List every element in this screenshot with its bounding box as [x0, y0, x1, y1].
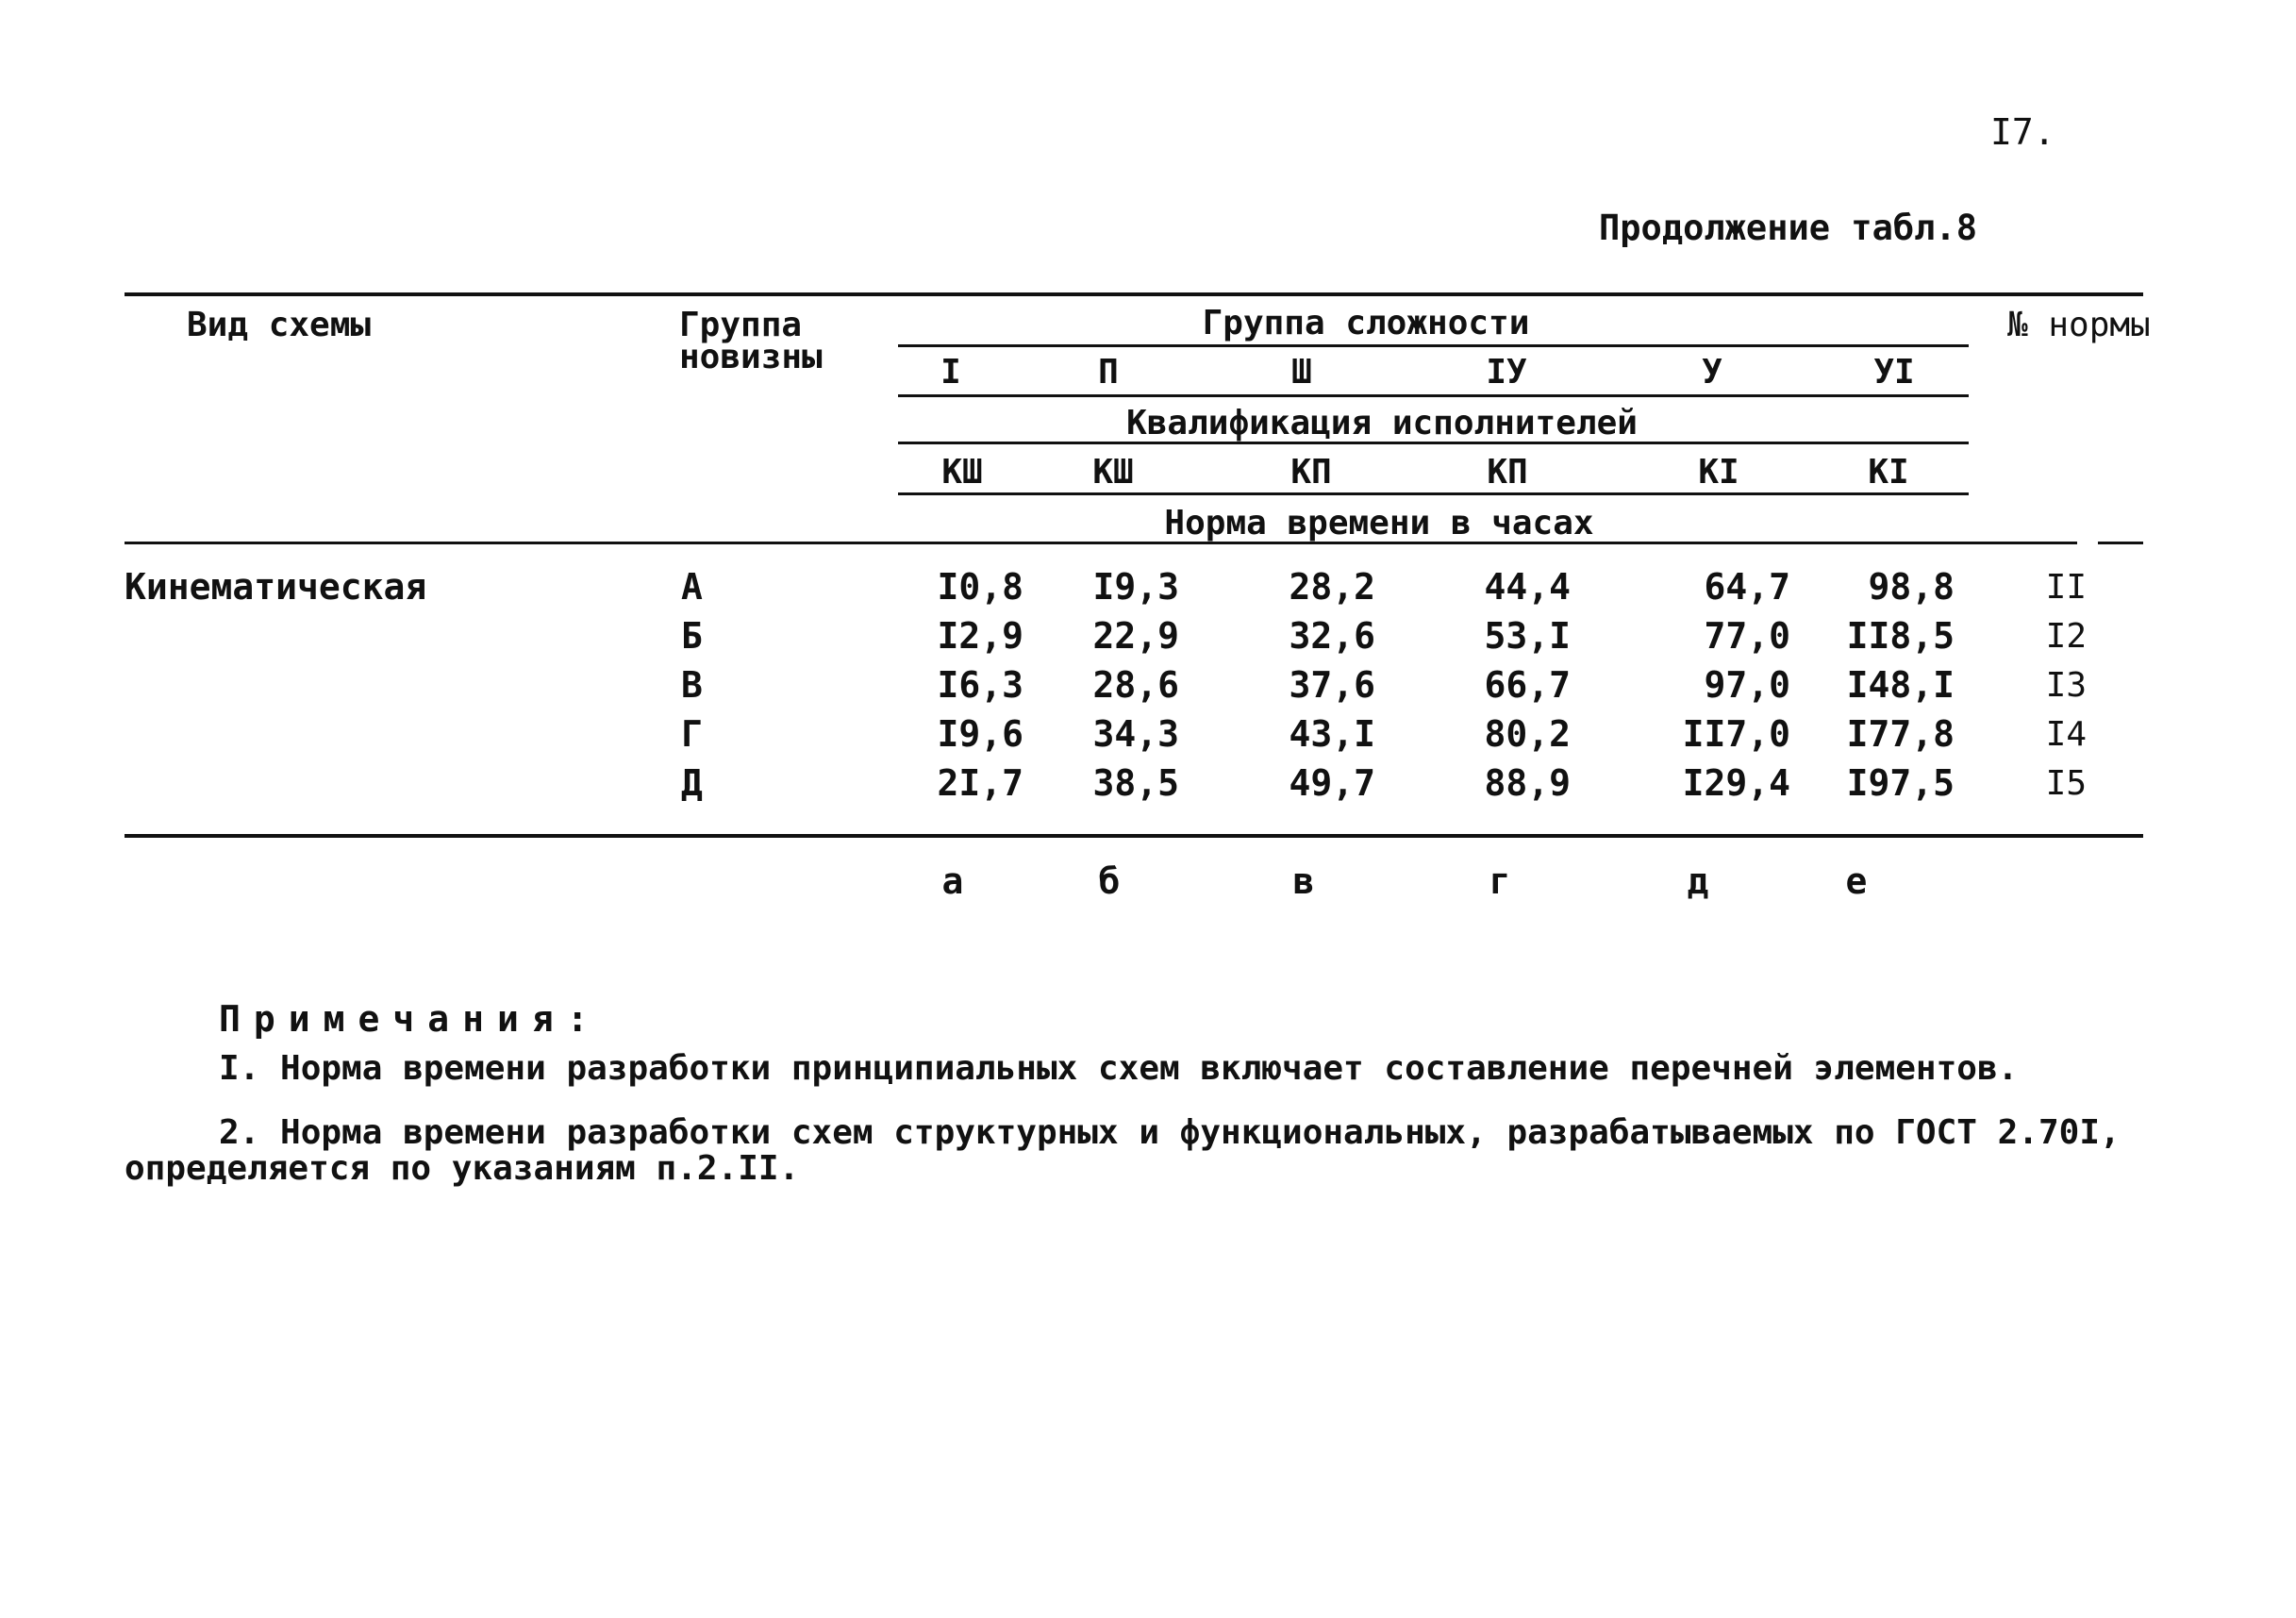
header-type: Вид схемы	[187, 306, 372, 344]
qualifications-rule	[898, 492, 1969, 495]
table-cell: I2,9	[937, 615, 1023, 657]
column-letter: а	[941, 860, 964, 902]
row-group: Г	[681, 713, 703, 755]
header-time-norm: Норма времени в часах	[1164, 504, 1594, 542]
table-cell: I9,3	[1092, 566, 1179, 608]
row-group: Д	[681, 762, 703, 804]
norm-number: II	[2045, 568, 2087, 607]
table-cell: II7,0	[1682, 713, 1790, 755]
row-group: А	[681, 566, 703, 608]
header-novelty-line1: Группа	[679, 306, 803, 344]
table-bottom-rule	[125, 834, 2143, 838]
table-cell: I97,5	[1846, 762, 1955, 804]
table-cell: 88,9	[1484, 762, 1571, 804]
qualification-code: КI	[1868, 453, 1909, 492]
complexity-group: I	[940, 353, 961, 392]
column-letter: е	[1845, 860, 1868, 902]
table-top-rule	[125, 292, 2143, 296]
header-complexity: Группа сложности	[1202, 304, 1530, 342]
note-item-2-continuation: определяется по указаниям п.2.II.	[125, 1149, 800, 1188]
table-cell: 64,7	[1704, 566, 1790, 608]
table-cell: 98,8	[1868, 566, 1955, 608]
qualification-code: КШ	[941, 453, 983, 492]
column-letter: д	[1687, 860, 1709, 902]
table-cell: 49,7	[1289, 762, 1375, 804]
qualification-code: КП	[1487, 453, 1528, 492]
table-cell: 77,0	[1704, 615, 1790, 657]
page-number: I7.	[1990, 111, 2055, 153]
notes-title: Примечания:	[219, 998, 602, 1040]
header-norm-no: № нормы	[2007, 306, 2151, 344]
table-cell: I48,I	[1846, 664, 1955, 706]
qualification-code: КI	[1698, 453, 1739, 492]
table-cell: I29,4	[1682, 762, 1790, 804]
table-cell: 44,4	[1484, 566, 1571, 608]
table-cell: 43,I	[1289, 713, 1375, 755]
row-group: Б	[681, 615, 703, 657]
complexity-group: П	[1098, 353, 1119, 392]
qualification-code: КП	[1290, 453, 1332, 492]
table-cell: 66,7	[1484, 664, 1571, 706]
complexity-group: УI	[1873, 353, 1915, 392]
complexity-group: IУ	[1486, 353, 1527, 392]
norm-number: I4	[2045, 715, 2087, 754]
header-bottom-rule-right	[2098, 542, 2143, 544]
table-cell: I0,8	[937, 566, 1023, 608]
table-cell: 28,2	[1289, 566, 1375, 608]
norm-number: I5	[2045, 764, 2087, 803]
table-cell: 37,6	[1289, 664, 1375, 706]
table-cell: 97,0	[1704, 664, 1790, 706]
note-item-1: I. Норма времени разработки принципиальных схем включает составление перечней элементов.	[219, 1049, 2019, 1088]
table-cell: 34,3	[1092, 713, 1179, 755]
table-cell: 38,5	[1092, 762, 1179, 804]
norm-number: I2	[2045, 617, 2087, 656]
header-qualification: Квалификация исполнителей	[1126, 404, 1638, 442]
column-letter: б	[1098, 860, 1121, 902]
header-bottom-rule	[125, 542, 2077, 544]
table-cell: II8,5	[1846, 615, 1955, 657]
continuation-caption: Продолжение табл.8	[1599, 208, 1977, 248]
table-cell: I77,8	[1846, 713, 1955, 755]
norm-number: I3	[2045, 666, 2087, 705]
row-group: В	[681, 664, 703, 706]
table-cell: 28,6	[1092, 664, 1179, 706]
table-cell: 32,6	[1289, 615, 1375, 657]
header-novelty-line2: новизны	[679, 338, 823, 376]
table-cell: I9,6	[937, 713, 1023, 755]
complexity-rule	[898, 344, 1969, 347]
table-cell: 80,2	[1484, 713, 1571, 755]
complexity-group: У	[1702, 353, 1722, 392]
complexity-group: Ш	[1291, 353, 1312, 392]
column-letter: в	[1292, 860, 1315, 902]
table-cell: 2I,7	[937, 762, 1023, 804]
note-item-2: 2. Норма времени разработки схем структурных и функциональных, разрабатываемых по ГОСТ 2.70I,	[219, 1113, 2121, 1152]
groups-rule	[898, 394, 1969, 397]
column-letter: г	[1489, 860, 1511, 902]
table-cell: I6,3	[937, 664, 1023, 706]
row-type-name: Кинематическая	[125, 566, 427, 608]
table-cell: 53,I	[1484, 615, 1571, 657]
qualification-code: КШ	[1092, 453, 1134, 492]
table-cell: 22,9	[1092, 615, 1179, 657]
